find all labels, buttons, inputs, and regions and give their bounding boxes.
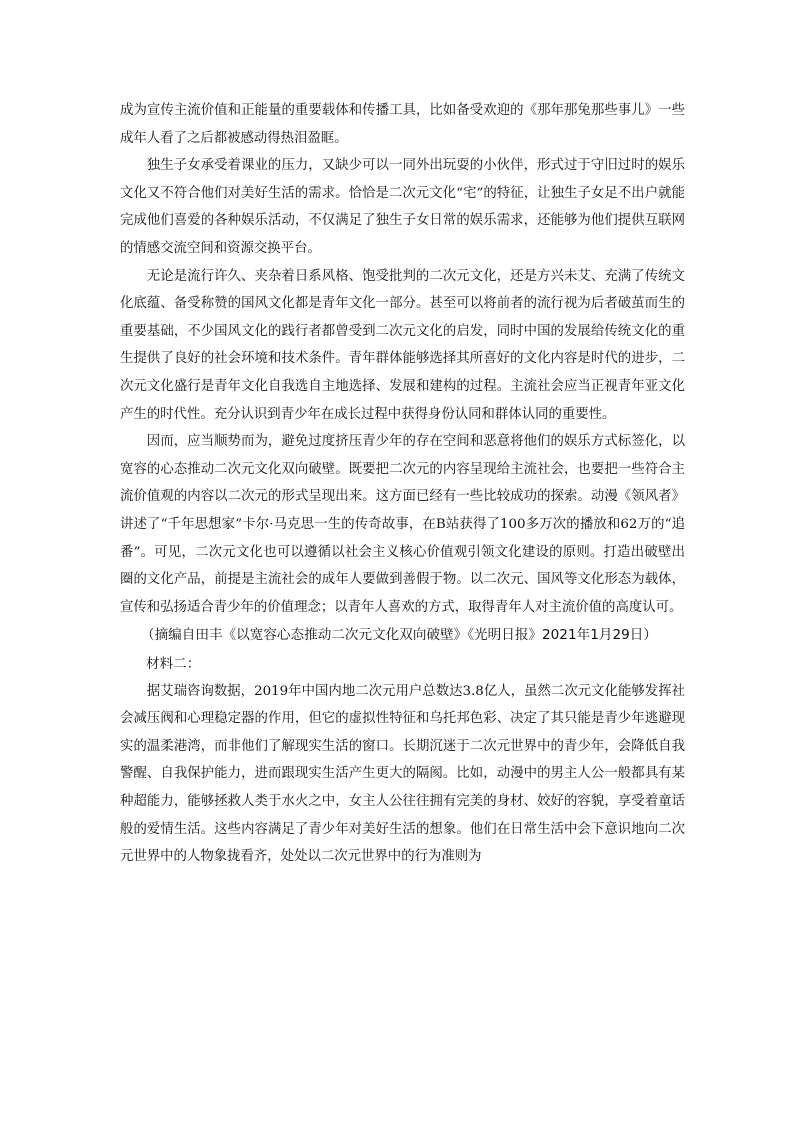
article-body	[120, 97, 685, 871]
source-citation: （摘编自田丰《以宽容心态推动二次元文化双向破壁》《光明日报》2021年1月29日）	[141, 627, 657, 644]
material-two-heading: 材料二：	[146, 655, 201, 672]
paragraph-only-children: 独生子女承受着课业的压力，又缺少可以一同外出玩耍的小伙伴，形式过于守旧过时的娱乐文化又不符合他们对美好生活的需求。恰恰是二次元文化“宅”的特征，让独生子女足不出户就能完成他们喜爱的各种娱乐活动，不仅满足了独生子女日常的娱乐需求，还能够为他们提供互联网的情感交流空间和资源交换平台。	[120, 158, 685, 256]
paragraph-two-way-breakthrough: 因而，应当顺势而为，避免过度挤压青少年的存在空间和恶意将他们的娱乐方式标签化，以宽容的心态推动二次元文化双向破壁。既要把二次元的内容呈现给主流社会，也要把一些符合主流价值观的内容以二次元的形式呈现出来。这方面已经有一些比较成功的探索。动漫《领风者》讲述了“千年思想家”卡尔·马克思一生的传奇故事，在B站获得了100多万次的播放和62万的“追番”。可见，二次元文化也可以遵循以社会主义核心价值观引领文化建设的原则。打造出破壁出圈的文化产品，前提是主流社会的成年人要做到善假于物。以二次元、国风等文化形态为载体，宣传和弘扬适合青少年的价值理念；以青年人喜欢的方式，取得青年人对主流价值的高度认可。	[120, 434, 685, 615]
paragraph-youth-culture: 无论是流行许久、夹杂着日系风格、饱受批判的二次元文化，还是方兴未艾、充满了传统文化底蕴、备受称赞的国风文化都是青年文化一部分。甚至可以将前者的流行视为后者破茧而生的重要基础，不少国风文化的践行者都曾受到二次元文化的启发，同时中国的发展给传统文化的重生提供了良好的社会环境和技术条件。青年群体能够选择其所喜好的文化内容是时代的进步，二次元文化盛行是青年文化自我选自主地选择、发展和建构的过程。主流社会应当正视青年亚文化产生的时代性。充分认识到青少年在成长过程中获得身份认同和群体认同的重要性。	[120, 268, 685, 422]
paragraph-material-two: 据艾瑞咨询数据，2019年中国内地二次元用户总数达3.8亿人，虽然二次元文化能够发挥社会减压阀和心理稳定器的作用，但它的虚拟性特征和乌托邦色彩、决定了其只能是青少年逃避现实的温柔港湾，而非他们了解现实生活的窗口。长期沉迷于二次元世界中的青少年，会降低自我警醒、自我保护能力，进而跟现实生活产生更大的隔阂。比如，动漫中的男主人公一般都具有某种超能力，能够拯救人类于水火之中，女主人公往往拥有完美的身材、姣好的容貌，享受着童话般的爱情生活。这些内容满足了青少年对美好生活的想象。他们在日常生活中会下意识地向二次元世界中的人物象拢看齐，处处以二次元世界中的行为准则为	[120, 683, 685, 865]
paragraph-continued: 成为宣传主流价值和正能量的重要载体和传播工具，比如备受欢迎的《那年那兔那些事儿》一些成年人看了之后都被感动得热泪盈眶。	[120, 103, 685, 146]
